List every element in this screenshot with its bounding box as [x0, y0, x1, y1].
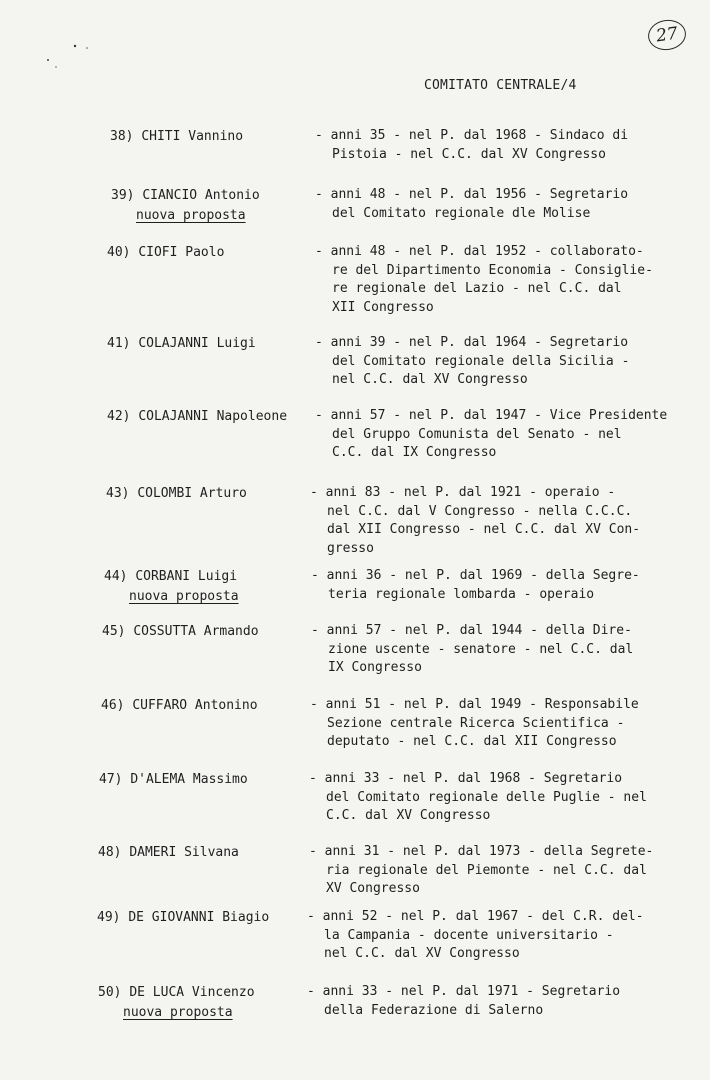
entry-number: 48): [98, 845, 122, 860]
entry-description: [315, 127, 628, 164]
nuova-proposta-label: nuova proposta: [123, 1005, 233, 1020]
document-header: COMITATO CENTRALE/4: [424, 78, 577, 93]
entry-number: 43): [106, 486, 130, 501]
entry-number: 45): [102, 624, 126, 639]
entry-person-name: CIANCIO Antonio: [142, 188, 260, 203]
entry-description: [309, 770, 647, 826]
entry-description: [315, 407, 667, 463]
entry-person-name: CORBANI Luigi: [135, 569, 238, 584]
entry-person-name: DE GIOVANNI Biagio: [128, 910, 270, 925]
paper-specks: [38, 40, 98, 70]
entry-person-name: DE LUCA Vincenzo: [129, 985, 255, 1000]
description-line: - anni 39 - nel P. dal 1964 - Segretario: [315, 335, 629, 350]
entry-number: 49): [97, 910, 121, 925]
entry-number: 46): [101, 698, 125, 713]
description-line: del Comitato regionale della Sicilia -: [332, 353, 630, 369]
entry-person-name: CIOFI Paolo: [138, 245, 225, 260]
description-line: del Comitato regionale delle Puglie - nel: [326, 789, 647, 805]
description-line: XII Congresso: [332, 299, 434, 315]
description-line: la Campania - docente universitario -: [324, 927, 614, 943]
description-line: XV Congresso: [326, 881, 420, 896]
entry-name-column: [107, 334, 256, 354]
entry-person-name: COLAJANNI Luigi: [138, 336, 256, 351]
entry-number: 39): [111, 188, 135, 203]
description-line: nel C.C. dal XV Congresso: [332, 372, 528, 387]
page-number: 27: [646, 18, 688, 53]
description-line: ria regionale del Piemonte - nel C.C. dal: [326, 862, 647, 878]
description-line: C.C. dal XV Congresso: [326, 808, 491, 823]
entry-name-column: [98, 843, 239, 863]
entry-description: [311, 567, 640, 604]
entry-name-column: [97, 908, 269, 928]
entry-description: [315, 243, 653, 317]
entry-number: 47): [99, 772, 123, 787]
entry-number: 40): [107, 245, 131, 260]
description-line: - anni 51 - nel P. dal 1949 - Responsabile: [310, 697, 639, 712]
entry-person-name: COLAJANNI Napoleone: [138, 409, 288, 424]
description-line: - anni 48 - nel P. dal 1952 - collaborato-: [315, 244, 644, 259]
entry-description: [307, 908, 644, 964]
description-line: - anni 36 - nel P. dal 1969 - della Segre-: [311, 568, 640, 583]
entry-person-name: D'ALEMA Massimo: [130, 772, 248, 787]
entry-number: 50): [98, 985, 122, 1000]
description-line: dal XII Congresso - nel C.C. dal XV Con-: [327, 522, 641, 537]
description-line: - anni 52 - nel P. dal 1967 - del C.R. del-: [307, 909, 644, 924]
entry-number: 42): [107, 409, 131, 424]
description-line: - anni 33 - nel P. dal 1971 - Segretario: [307, 984, 621, 999]
description-line: - anni 35 - nel P. dal 1968 - Sindaco di: [315, 128, 629, 143]
description-line: nel C.C. dal V Congresso - nella C.C.C.: [327, 503, 633, 519]
entry-name-column: [107, 407, 287, 427]
entry-description: [315, 334, 629, 390]
entry-person-name: CUFFARO Antonino: [132, 698, 258, 713]
entry-description: [307, 983, 620, 1020]
description-line: zione uscente - senatore - nel C.C. dal: [328, 641, 634, 657]
description-line: re del Dipartimento Economia - Consiglie-: [332, 262, 653, 278]
entry-person-name: COSSUTTA Armando: [133, 624, 259, 639]
entry-name-column: [107, 243, 224, 263]
description-line: - anni 57 - nel P. dal 1944 - della Dire-: [311, 623, 632, 638]
entry-name-column: [111, 186, 260, 226]
description-line: C.C. dal IX Congresso: [332, 445, 497, 460]
description-line: Pistoia - nel C.C. dal XV Congresso: [332, 146, 606, 162]
entry-description: [315, 186, 628, 223]
description-line: - anni 57 - nel P. dal 1947 - Vice Presidente: [315, 408, 668, 423]
description-line: re regionale del Lazio - nel C.C. dal: [332, 281, 622, 296]
nuova-proposta-label: nuova proposta: [136, 208, 246, 223]
description-line: - anni 33 - nel P. dal 1968 - Segretario: [309, 771, 623, 786]
description-line: della Federazione di Salerno: [324, 1002, 544, 1018]
entry-number: 38): [110, 129, 134, 144]
entry-person-name: CHITI Vannino: [141, 129, 244, 144]
entry-person-name: DAMERI Silvana: [129, 845, 239, 860]
description-line: teria regionale lombarda - operaio: [328, 586, 595, 602]
entry-description: [310, 696, 639, 752]
entry-description: [311, 622, 633, 678]
entry-name-column: [104, 567, 239, 607]
description-line: nel C.C. dal XV Congresso: [324, 946, 520, 961]
description-line: deputato - nel C.C. dal XII Congresso: [327, 734, 617, 749]
entry-name-column: [110, 127, 243, 147]
entry-description: [309, 843, 653, 899]
nuova-proposta-label: nuova proposta: [129, 589, 239, 604]
entry-name-column: [106, 484, 247, 504]
entry-description: [310, 484, 640, 558]
entry-number: 41): [107, 336, 131, 351]
entry-person-name: COLOMBI Arturo: [137, 486, 247, 501]
entry-name-column: [99, 770, 248, 790]
description-line: IX Congresso: [328, 660, 422, 675]
entry-name-column: [101, 696, 258, 716]
description-line: del Gruppo Comunista del Senato - nel: [332, 426, 622, 442]
description-line: - anni 48 - nel P. dal 1956 - Segretario: [315, 187, 629, 202]
entry-name-column: [98, 983, 255, 1023]
description-line: gresso: [327, 540, 374, 556]
entry-number: 44): [104, 569, 128, 584]
description-line: Sezione centrale Ricerca Scientifica -: [327, 715, 625, 731]
description-line: del Comitato regionale dle Molise: [332, 205, 591, 221]
entry-name-column: [102, 622, 259, 642]
description-line: - anni 31 - nel P. dal 1973 - della Segrete-: [309, 844, 654, 859]
description-line: - anni 83 - nel P. dal 1921 - operaio -: [310, 485, 616, 500]
